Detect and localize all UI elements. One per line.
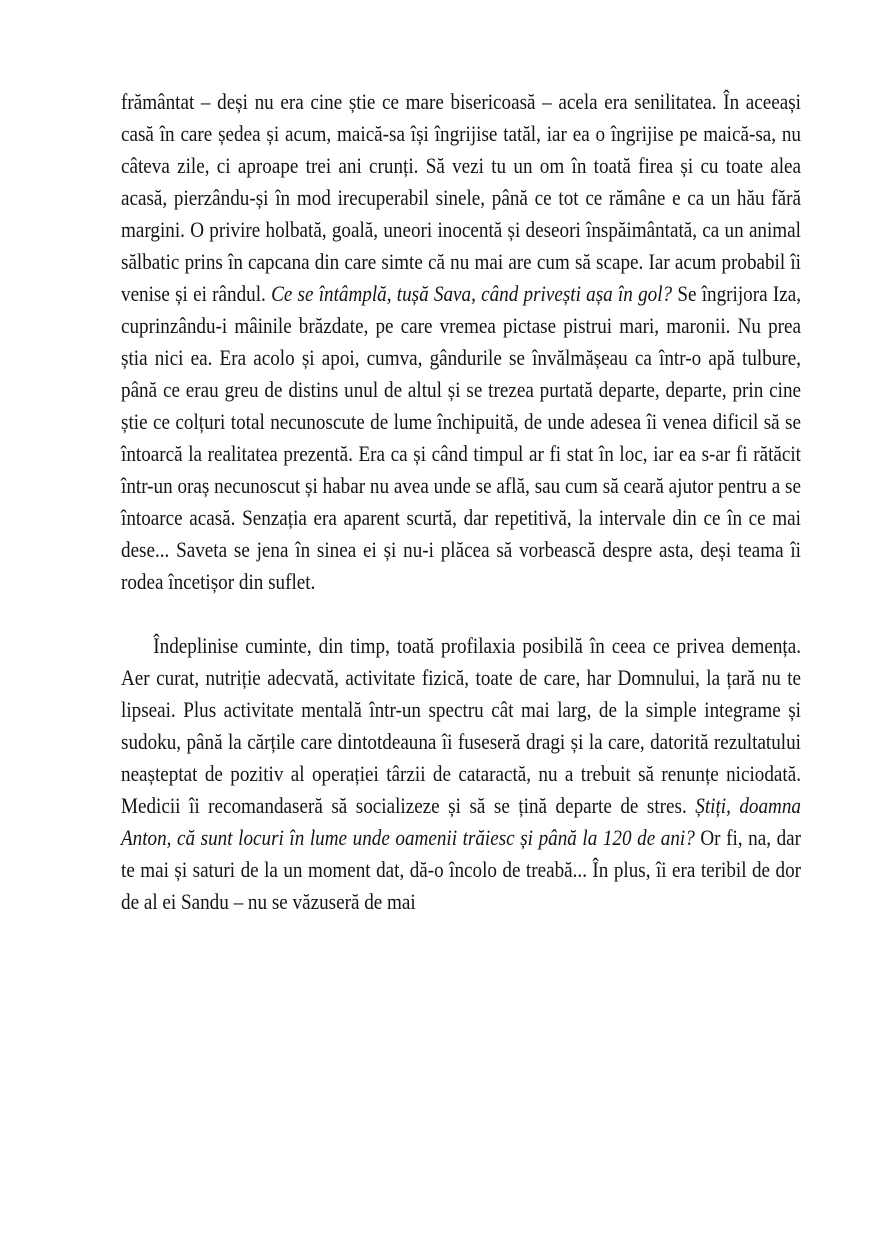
text-run: frământat – deși nu era cine știe ce mare bisericoasă – acela era senilitatea. În aceeași casă în care ședea și acum, maică-sa își îngrijise tatăl, iar ea o îngrijise pe maică-sa, nu câteva zile, ci aproape trei ani crunți. Să vezi tu un om în toată firea și cu toate alea acasă, pierzându-și în mod irecuperabil sinele, până ce tot ce rămâne e ca un hău fără margini. O privire holbată, goală, uneori inocentă și deseori înspăimântată, ca un animal sălbatic prins în capcana din care simte că nu mai are cum să scape. Iar acum probabil îi venise și ei rândul. (121, 89, 801, 306)
italic-text-run: Știți, doamna Anton, că sunt locuri în lume unde oamenii trăiesc și până la 120 de ani? (121, 793, 801, 850)
text-run: Îndeplinise cuminte, din timp, toată profilaxia posibilă în ceea ce privea demența. Aer curat, nutriție adecvată, activitate fizică, toate de care, har Domnului, la țară nu te lipseai. Plus activitate mentală într-un spectru cât mai larg, de la simple integrame și sudoku, până la cărțile care dintotdeauna îi fuseseră dragi și la care, datorită rezultatului neașteptat de pozitiv al operației târzii de cataractă, nu a trebuit să renunțe niciodată. Medicii îi recomandaseră să socializeze și să se țină departe de stres. (121, 633, 802, 818)
paragraph (121, 630, 801, 918)
text-run: Or fi, na, dar te mai și saturi de la un moment dat, dă-o încolo de treabă... În plus, îi era teribil de dor de al ei Sandu – nu se văzuseră de mai (121, 825, 801, 914)
paragraph (121, 86, 801, 598)
text-block (121, 86, 801, 918)
text-run: Se îngrijora Iza, cuprinzându-i mâinile brăzdate, pe care vremea pictase pistrui mari, maronii. Nu prea știa nici ea. Era acolo și apoi, cumva, gândurile se învălmășeau ca într-o apă tulbure, până ce erau greu de distins unul de altul și se trezea purtată departe, departe, prin cine știe ce colțuri total necunoscute de lume închipuită, de unde adesea îi venea dificil să se întoarcă la realitatea prezentă. Era ca și când timpul ar fi stat în loc, iar ea s-ar fi rătăcit într-un oraș necunoscut și habar nu avea unde se află, sau cum să ceară ajutor pentru a se întoarce acasă. Senzația era aparent scurtă, dar repetitivă, la intervale din ce în ce mai dese... Saveta se jena în sinea ei și nu-i plăcea să vorbească despre asta, deși teama îi rodea încetișor din suflet. (121, 281, 801, 594)
italic-text-run: Ce se întâmplă, tușă Sava, când privești așa în gol? (271, 281, 673, 306)
